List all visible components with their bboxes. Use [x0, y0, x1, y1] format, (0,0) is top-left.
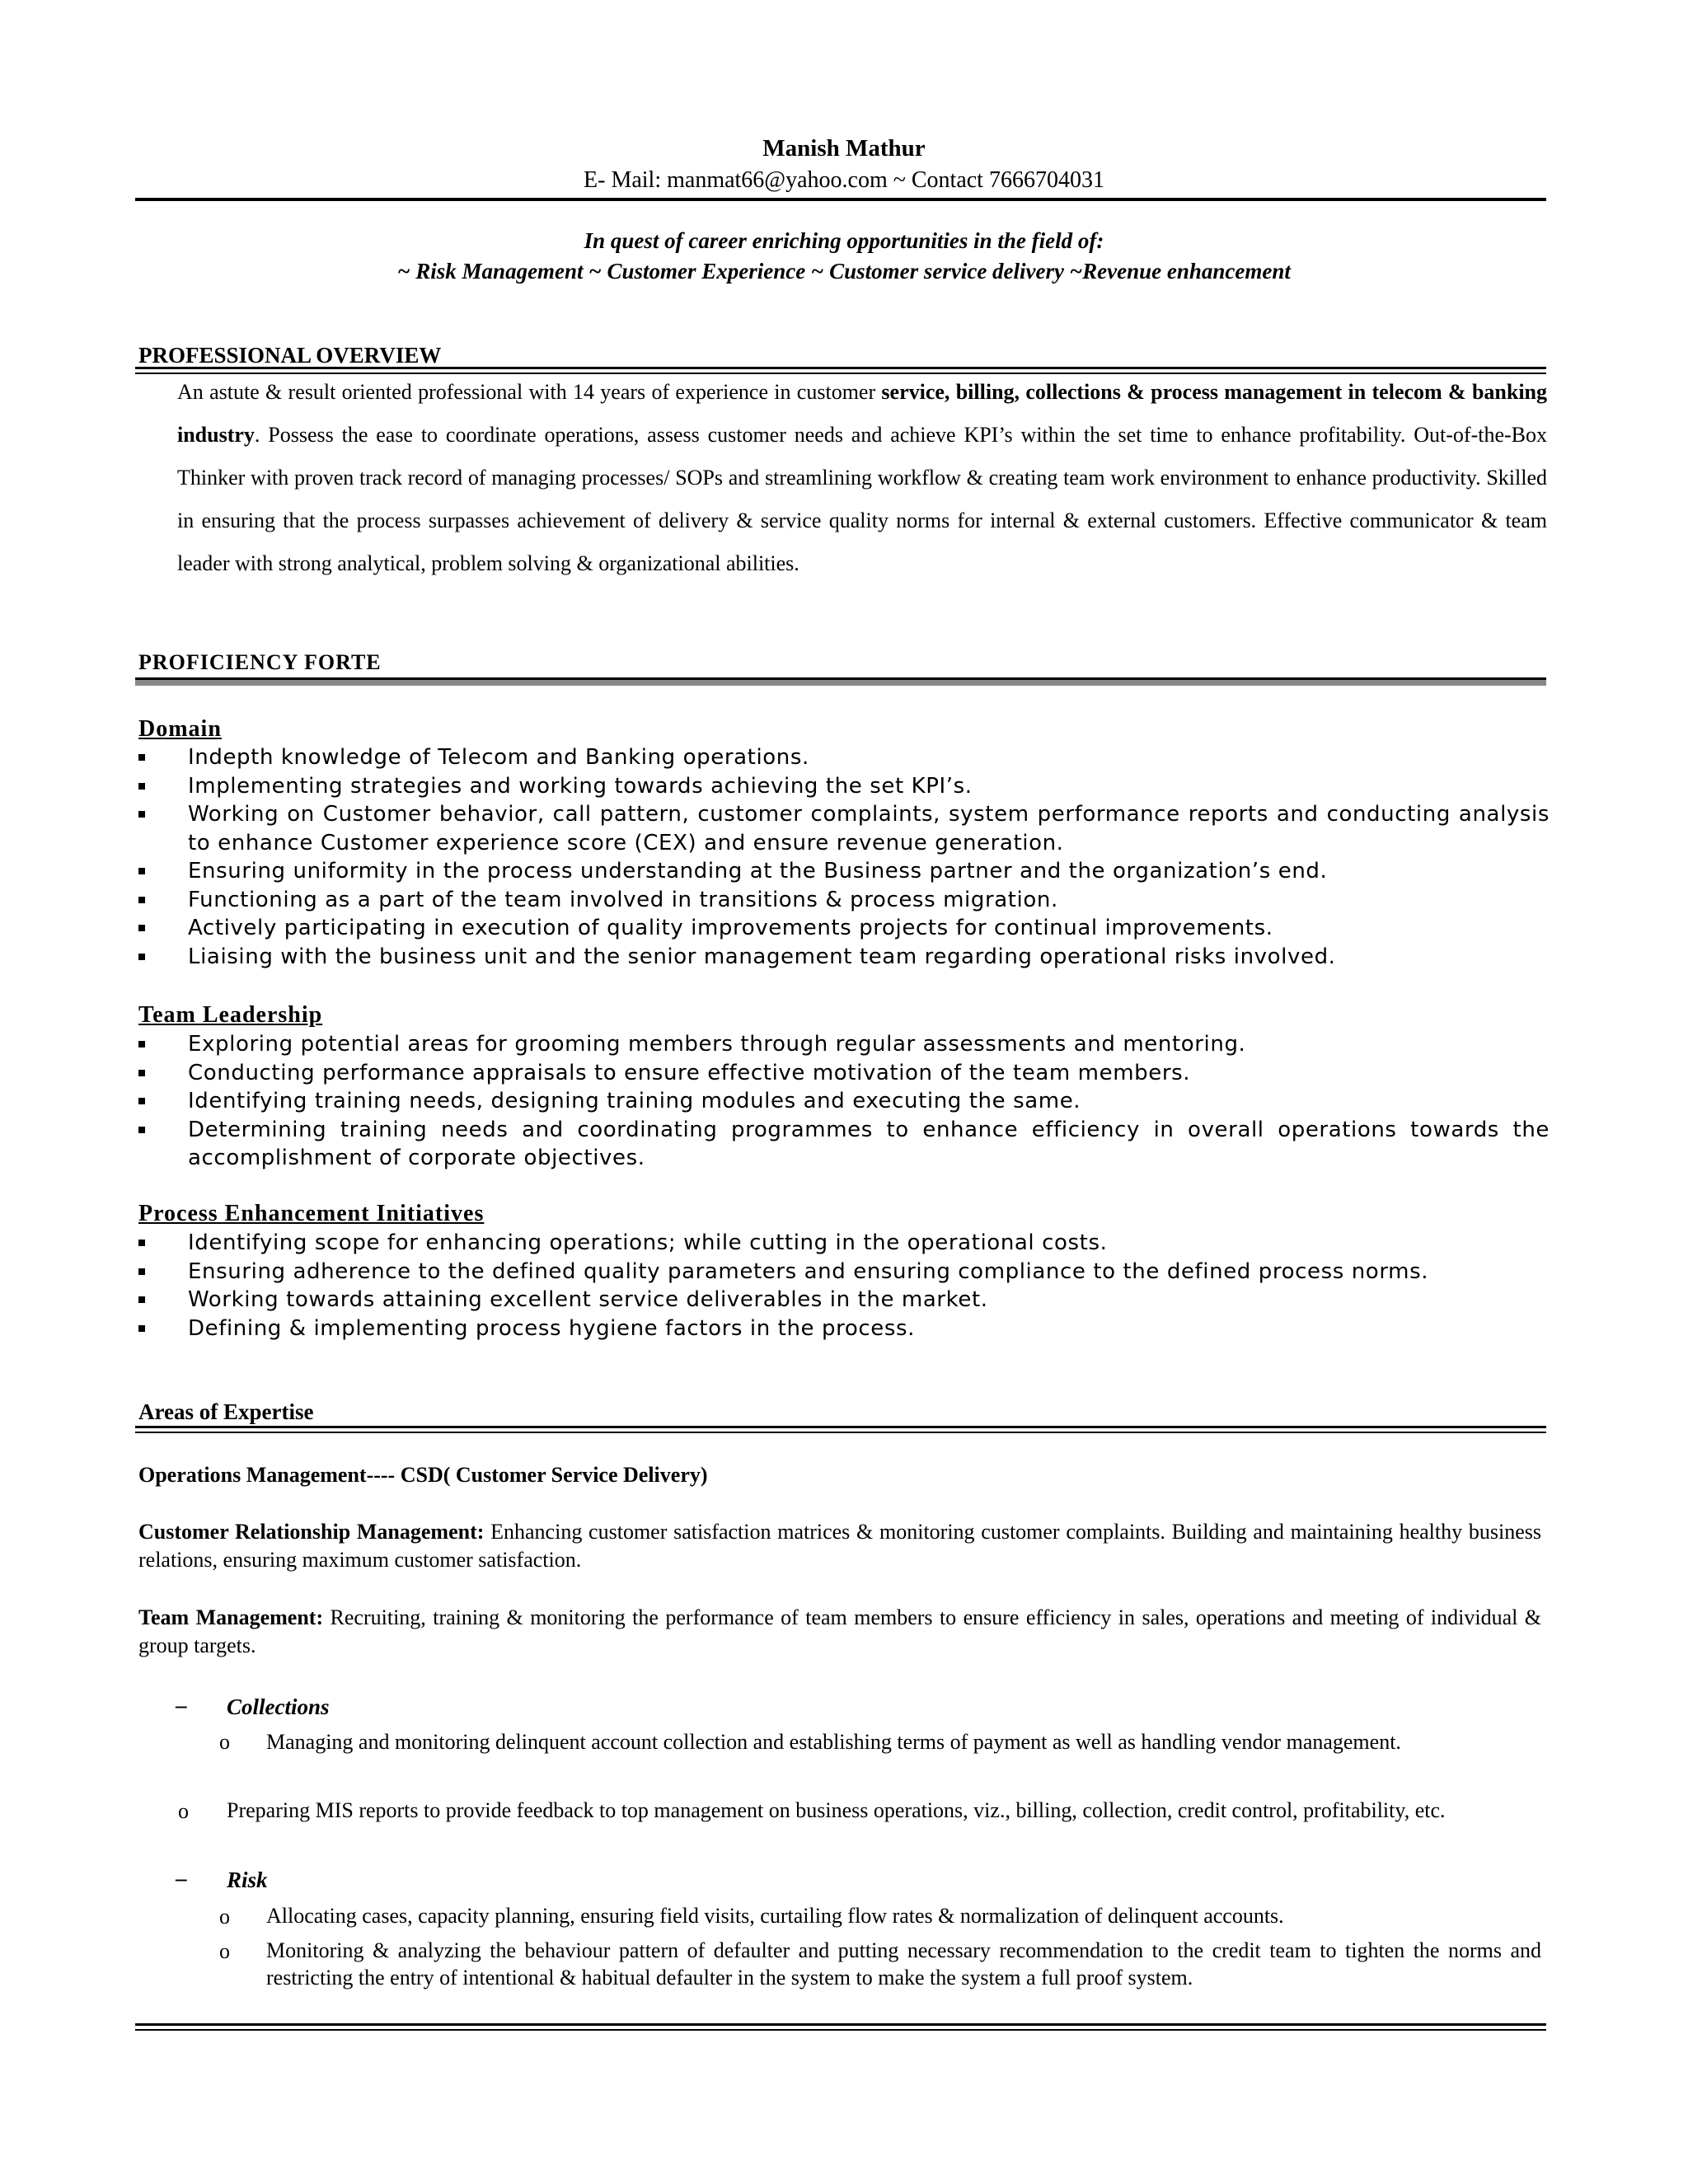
- team-leadership-list: [138, 1030, 1550, 1173]
- process-enhancement-list: [138, 1229, 1550, 1343]
- team-management-paragraph: Team Management: Recruiting, training & monitoring the performance of team members to ensure efficiency in sales, operations and meeting of individual & group targets.: [138, 1605, 1542, 1657]
- circle-bullet-icon: o: [219, 1939, 230, 1963]
- overview-text-2: . Possess the ease to coordinate operations, assess customer needs and achieve KPI’s within the set time to enhance profitability. Out-of-the-Box Thinker with proven track record of managing processes/ SOPs and streamlining workflow & creating team work environment to enhance productivity. Skilled in ensuring that the process surpasses achievement of delivery & service quality norms for internal & external customers. Effective communicator & team leader with strong analytical, problem solving & organizational abilities.: [177, 423, 1547, 575]
- square-bullet-icon: [138, 1070, 145, 1076]
- circle-bullet-icon: o: [219, 1905, 230, 1929]
- team-leadership-heading: Team Leadership: [138, 1002, 323, 1028]
- dash-bullet-icon: –: [176, 1866, 187, 1891]
- list-item: Ensuring adherence to the defined quality parameters and ensuring compliance to the defined process norms.: [138, 1258, 1550, 1286]
- footer-divider: [135, 2023, 1546, 2031]
- list-item: Identifying training needs, designing training modules and executing the same.: [138, 1087, 1550, 1116]
- contact-line: E- Mail: manmat66@yahoo.com ~ Contact 7666704031: [584, 167, 1104, 193]
- career-objective-line-2: ~ Risk Management ~ Customer Experience ~ Customer service delivery ~Revenue enhancement: [397, 259, 1291, 284]
- square-bullet-icon: [138, 1098, 145, 1104]
- list-item: Determining training needs and coordinating programmes to enhance efficiency in overall operations towards the accomplishment of corporate objectives.: [138, 1116, 1550, 1173]
- collections-item-2: Preparing MIS reports to provide feedback to top management on business operations, viz., billing, collection, credit control, profitability, etc.: [227, 1798, 1446, 1822]
- square-bullet-icon: [138, 897, 145, 903]
- risk-item-2: Monitoring & analyzing the behaviour pattern of defaulter and putting necessary recommendation to the credit team to tighten the norms and restricting the entry of intentional & habitual defaulter in the system to make the system a full proof system.: [266, 1938, 1541, 1990]
- list-item: Conducting performance appraisals to ensure effective motivation of the team members.: [138, 1059, 1550, 1088]
- risk-item-1: Allocating cases, capacity planning, ensuring field visits, curtailing flow rates & normalization of delinquent accounts.: [266, 1904, 1284, 1928]
- list-item: Identifying scope for enhancing operations; while cutting in the operational costs.: [138, 1229, 1550, 1258]
- overview-text-1: An astute & result oriented professional with 14 years of experience in customer: [177, 380, 882, 404]
- square-bullet-icon: [138, 1041, 145, 1047]
- dash-bullet-icon: –: [176, 1693, 187, 1718]
- professional-overview-text: [177, 371, 1547, 585]
- overview-bold-text: service, billing, collections & process management in telecom & banking industry: [177, 380, 1548, 447]
- header-divider: [135, 198, 1546, 201]
- square-bullet-icon: [138, 868, 145, 874]
- square-bullet-icon: [138, 1296, 145, 1303]
- square-bullet-icon: [138, 954, 145, 960]
- square-bullet-icon: [138, 783, 145, 790]
- square-bullet-icon: [138, 1127, 145, 1133]
- square-bullet-icon: [138, 925, 145, 931]
- crm-paragraph: Customer Relationship Management: Enhancing customer satisfaction matrices & monitoring customer complaints. Building and maintaining healthy business relations, ensuring maximum customer satisfaction.: [138, 1520, 1541, 1572]
- expertise-divider: [135, 1426, 1546, 1433]
- square-bullet-icon: [138, 811, 145, 818]
- list-item: Actively participating in execution of quality improvements projects for continual improvements.: [138, 914, 1550, 943]
- proficiency-forte-heading: PROFICIENCY FORTE: [138, 650, 382, 674]
- square-bullet-icon: [138, 754, 145, 761]
- process-enhancement-heading: Process Enhancement Initiatives: [138, 1201, 485, 1226]
- collections-item-1: Managing and monitoring delinquent account collection and establishing terms of payment as well as handling vendor management.: [266, 1730, 1401, 1754]
- list-item: Functioning as a part of the team involved in transitions & process migration.: [138, 886, 1550, 915]
- team-management-label: Team Management:: [138, 1605, 324, 1629]
- list-item: Exploring potential areas for grooming members through regular assessments and mentoring.: [138, 1030, 1550, 1059]
- list-item: Implementing strategies and working towards achieving the set KPI’s.: [138, 772, 1550, 801]
- career-objective-line-1: In quest of career enriching opportunities in the field of:: [584, 228, 1104, 253]
- proficiency-divider: [135, 677, 1546, 686]
- operations-management-line: Operations Management---- CSD( Customer Service Delivery): [138, 1463, 708, 1487]
- circle-bullet-icon: o: [219, 1730, 230, 1754]
- professional-overview-heading: PROFESSIONAL OVERVIEW: [138, 343, 442, 368]
- square-bullet-icon: [138, 1325, 145, 1332]
- risk-heading: Risk: [227, 1868, 268, 1892]
- circle-bullet-icon: o: [178, 1799, 189, 1823]
- list-item: Ensuring uniformity in the process understanding at the Business partner and the organization’s end.: [138, 857, 1550, 886]
- list-item: Liaising with the business unit and the senior management team regarding operational risks involved.: [138, 943, 1550, 972]
- list-item: Working towards attaining excellent service deliverables in the market.: [138, 1286, 1550, 1315]
- domain-heading: Domain: [138, 716, 222, 742]
- square-bullet-icon: [138, 1240, 145, 1246]
- areas-of-expertise-heading: Areas of Expertise: [138, 1399, 314, 1424]
- list-item: Defining & implementing process hygiene factors in the process.: [138, 1315, 1550, 1343]
- domain-list: [138, 743, 1550, 971]
- list-item: Indepth knowledge of Telecom and Banking operations.: [138, 743, 1550, 772]
- square-bullet-icon: [138, 1268, 145, 1275]
- crm-label: Customer Relationship Management:: [138, 1520, 485, 1544]
- candidate-name: Manish Mathur: [762, 135, 926, 162]
- collections-heading: Collections: [227, 1694, 330, 1719]
- list-item: Working on Customer behavior, call pattern, customer complaints, system performance reports and conducting analysis to enhance Customer experience score (CEX) and ensure revenue generation.: [138, 800, 1550, 857]
